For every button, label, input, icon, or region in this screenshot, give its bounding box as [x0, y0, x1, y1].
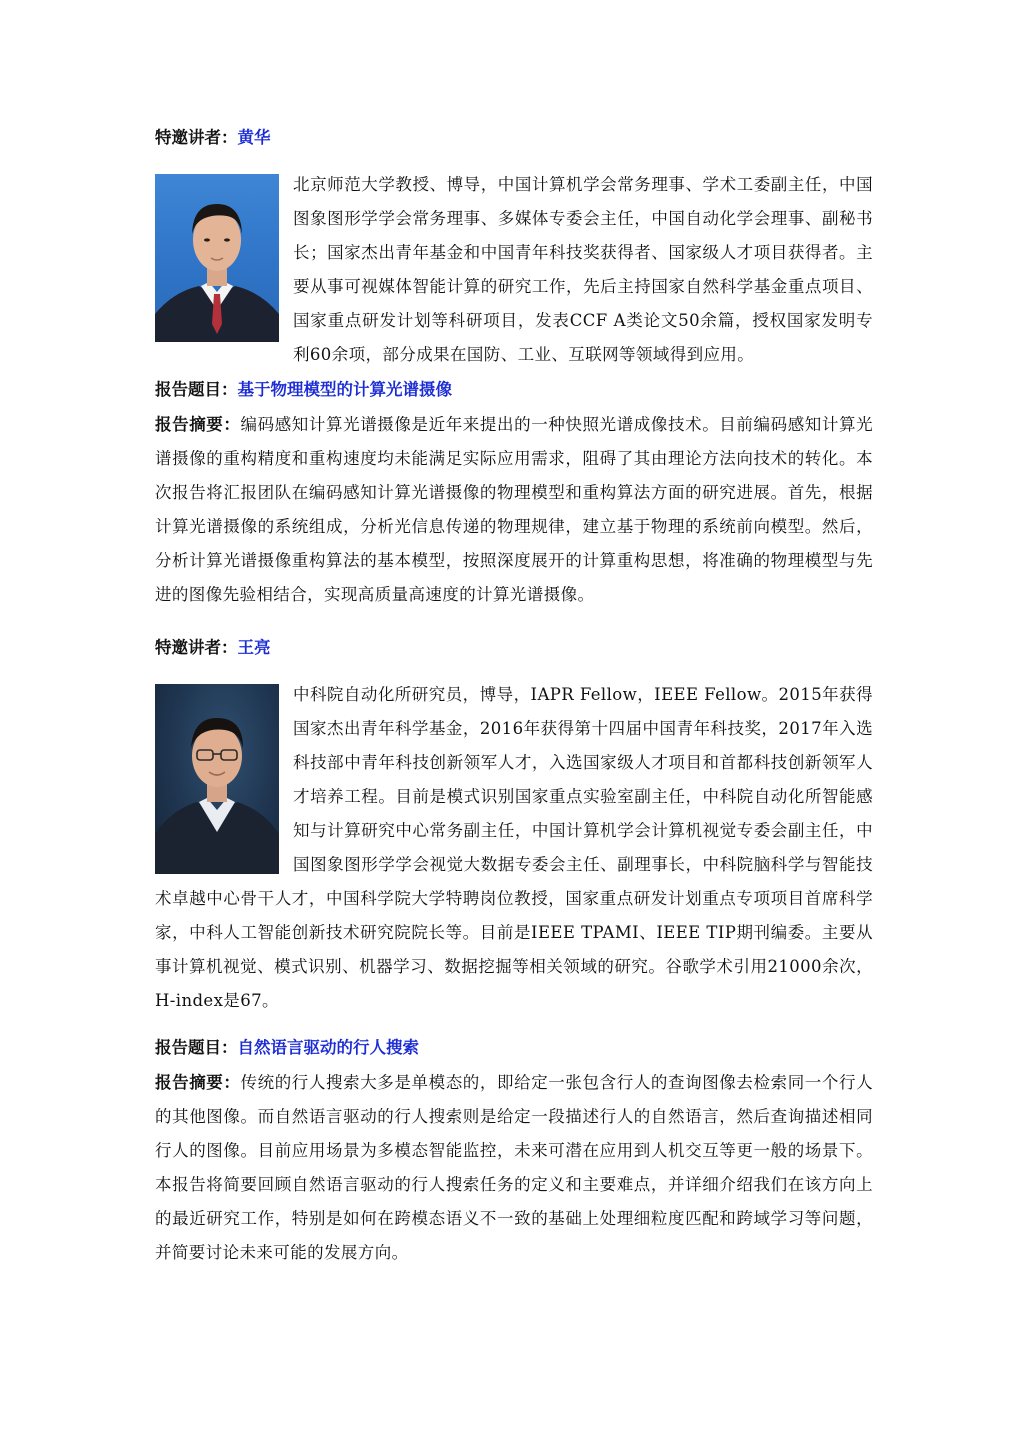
speaker-label: 特邀讲者： [155, 128, 238, 147]
speaker-name: 黄华 [237, 128, 271, 147]
speaker-heading [155, 630, 873, 666]
abstract-label: 报告摘要： [155, 1073, 241, 1092]
speaker-label: 特邀讲者： [155, 638, 238, 657]
speaker-bio: 北京师范大学教授、博导，中国计算机学会常务理事、学术工委副主任，中国图象图形学学会常务理事、多媒体专委会主任，中国自动化学会理事、副秘书长；国家杰出青年基金和中国青年科技奖获得者、国家级人才项目获得者。主要从事可视媒体智能计算的研究工作，先后主持国家自然科学基金重点项目、国家重点研发计划等科研项目，发表CCF A类论文50余篇，授权国家发明专利60余项，部分成果在国防、工业、互联网等领域得到应用。 [293, 175, 873, 364]
talk-title-line [155, 1030, 873, 1066]
portrait-icon [155, 174, 279, 342]
speaker-bio-block [155, 678, 873, 1018]
speaker-photo [155, 174, 279, 342]
speaker-name: 王亮 [237, 638, 271, 657]
document-page [155, 120, 873, 1270]
talk-abstract [155, 408, 873, 612]
portrait-icon [155, 684, 279, 874]
speaker-heading [155, 120, 873, 156]
talk-title-line [155, 372, 873, 408]
talk-title-label: 报告题目： [155, 1038, 238, 1057]
talk-title-label: 报告题目： [155, 380, 238, 399]
talk-abstract [155, 1066, 873, 1270]
abstract-text: 编码感知计算光谱摄像是近年来提出的一种快照光谱成像技术。目前编码感知计算光谱摄像的重构精度和重构速度均未能满足实际应用需求，阻碍了其由理论方法向技术的转化。本次报告将汇报团队在编码感知计算光谱摄像的物理模型和重构算法方面的研究进展。首先，根据计算光谱摄像的系统组成，分析光信息传递的物理规律，建立基于物理的系统前向模型。然后，分析计算光谱摄像重构算法的基本模型，按照深度展开的计算重构思想，将准确的物理模型与先进的图像先验相结合，实现高质量高速度的计算光谱摄像。 [155, 415, 873, 604]
speaker-bio-block [155, 168, 873, 372]
talk-title: 自然语言驱动的行人搜索 [237, 1038, 419, 1057]
abstract-label: 报告摘要： [155, 415, 241, 434]
speaker-bio: 中科院自动化所研究员，博导，IAPR Fellow，IEEE Fellow。2015年获得国家杰出青年科学基金，2016年获得第十四届中国青年科技奖，2017年入选科技部中青年科技创新领军人才，入选国家级人才项目和首都科技创新领军人才培养工程。目前是模式识别国家重点实验室副主任，中科院自动化所智能感知与计算研究中心常务副主任，中国计算机学会计算机视觉专委会副主任，中国图象图形学学会视觉大数据专委会主任、副理事长，中科院脑科学与智能技术卓越中心骨干人才，中国科学院大学特聘岗位教授，国家重点研发计划重点专项项目首席科学家，中科人工智能创新技术研究院院长等。目前是IEEE TPAMI、IEEE TIP期刊编委。主要从事计算机视觉、模式识别、机器学习、数据挖掘等相关领域的研究。谷歌学术引用21000余次，H-index是67。 [155, 685, 873, 1010]
speaker-photo [155, 684, 279, 874]
talk-title: 基于物理模型的计算光谱摄像 [237, 380, 452, 399]
abstract-text: 传统的行人搜索大多是单模态的，即给定一张包含行人的查询图像去检索同一个行人的其他图像。而自然语言驱动的行人搜索则是给定一段描述行人的自然语言，然后查询描述相同行人的图像。目前应用场景为多模态智能监控，未来可潜在应用到人机交互等更一般的场景下。本报告将简要回顾自然语言驱动的行人搜索任务的定义和主要难点，并详细介绍我们在该方向上的最近研究工作，特别是如何在跨模态语义不一致的基础上处理细粒度匹配和跨域学习等问题，并简要讨论未来可能的发展方向。 [155, 1073, 873, 1262]
